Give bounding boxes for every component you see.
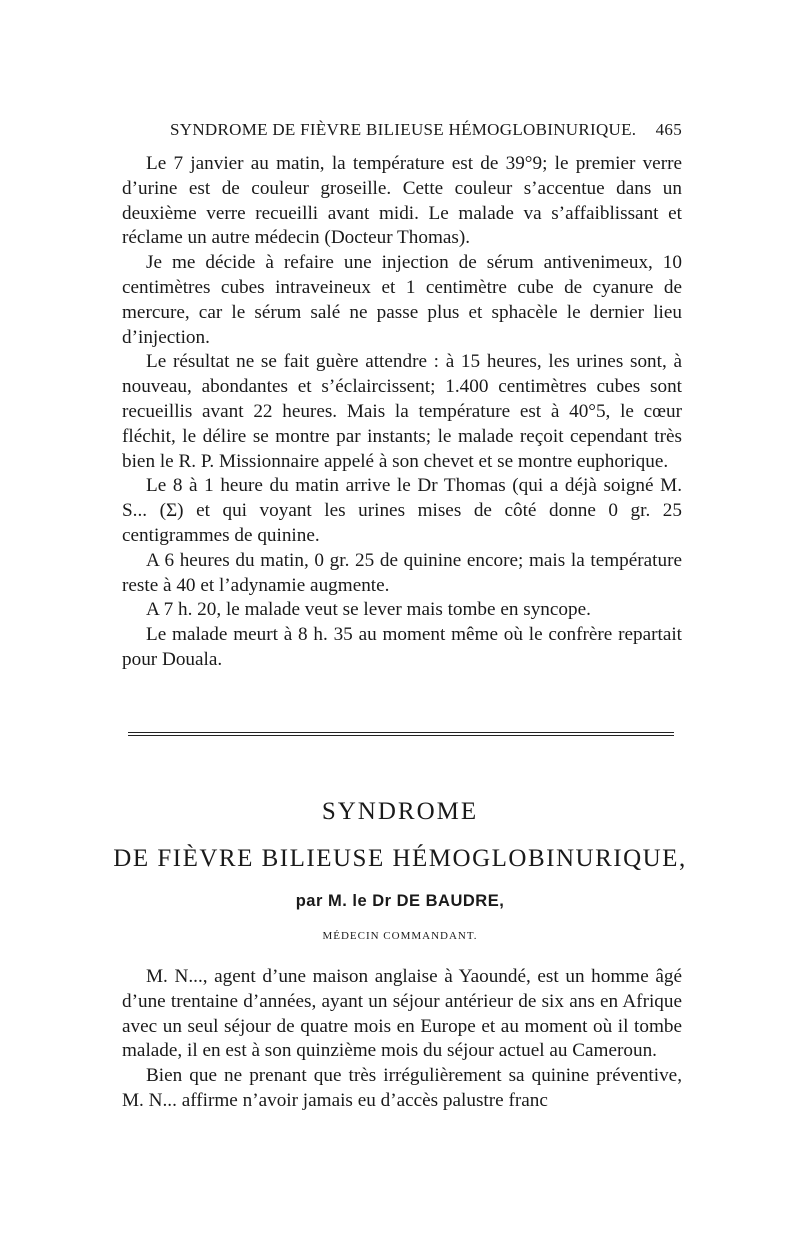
article-title-line-2: DE FIÈVRE BILIEUSE HÉMOGLOBINURIQUE,	[113, 845, 687, 872]
paragraph: A 7 h. 20, le malade veut se lever mais tombe en syncope.	[146, 599, 591, 621]
paragraph: Le résultat ne se fait guère attendre : à 15 heures, les urines sont, à nouveau, abondantes et s’éclaircissent; 1.400 centimètres cubes sont recueillis avant 22 heures. Mais la température est à 40°5, le cœur fléchit, le délire se montre par instants; le malade reçoit cependant très bien le R. P. Missionnaire appelé à son chevet et se montre euphorique.	[122, 351, 682, 472]
paragraph: A 6 heures du matin, 0 gr. 25 de quinine encore; mais la température reste à 40 et l’adynamie augmente.	[122, 549, 682, 596]
section-divider	[128, 732, 674, 736]
paragraph: Le 7 janvier au matin, la température est de 39°9; le premier verre d’urine est de couleur groseille. Cette couleur s’accentue dans un deuxième verre recueilli avant midi. Le malade va s’affaiblissant et réclame un autre médecin (Docteur Thomas).	[122, 153, 682, 249]
paragraph: Bien que ne prenant que très irrégulièrement sa quinine préventive, M. N... affirme n’avoir jamais eu d’accès palustre franc	[122, 1065, 682, 1111]
running-head-title: SYNDROME DE FIÈVRE BILIEUSE HÉMOGLOBINURIQUE.	[170, 120, 637, 139]
paragraph: Je me décide à refaire une injection de sérum antivenimeux, 10 centimètres cubes intraveineux et 1 centimètre cube de cyanure de mercure, car le sérum salé ne passe plus et sphacèle le dernier lieu d’injection.	[122, 252, 682, 348]
author-byline: par M. le Dr DE BAUDRE,	[295, 892, 505, 910]
article-title-line-1: SYNDROME	[321, 798, 479, 825]
paragraph: Le 8 à 1 heure du matin arrive le Dr Thomas (qui a déjà soigné M. S... (Σ) et qui voyant les urines mises de côté donne 0 gr. 25 centigrammes de quinine.	[122, 475, 682, 546]
page-number: 465	[655, 120, 682, 139]
case-report-continuation	[122, 152, 682, 673]
paragraph: M. N..., agent d’une maison anglaise à Yaoundé, est un homme âgé d’une trentaine d’années, ayant un séjour antérieur de six ans en Afrique avec un seul séjour de quatre mois en Europe et au moment où il tombe malade, il en est à son quinzième mois du séjour actuel au Cameroun.	[122, 966, 682, 1062]
author-role: MÉDECIN COMMANDANT.	[322, 930, 478, 942]
article-body	[122, 965, 682, 1114]
paragraph: Le malade meurt à 8 h. 35 au moment même où le confrère repartait pour Douala.	[122, 624, 682, 670]
